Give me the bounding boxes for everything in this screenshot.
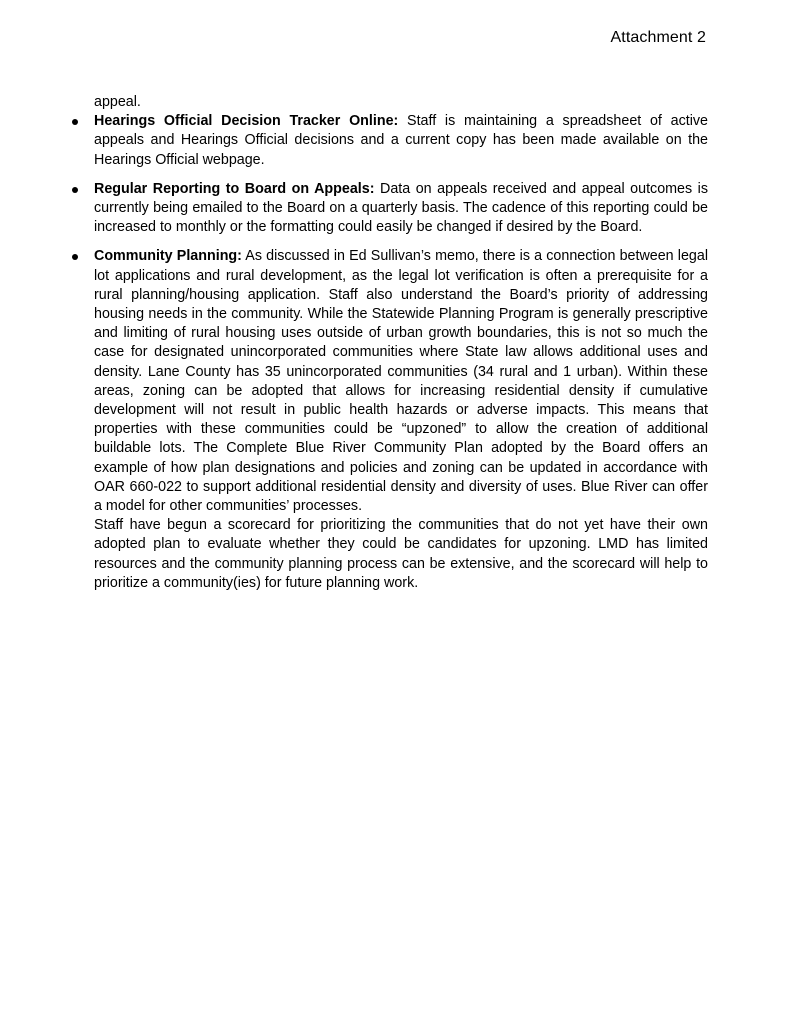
bullet-title: Community Planning: (94, 248, 242, 265)
bullet-regular-reporting (94, 180, 708, 238)
bullet-title: Hearings Official Decision Tracker Online: (94, 113, 399, 130)
document-body (94, 93, 708, 603)
scorecard-paragraph: Staff have begun a scorecard for prioritizing the communities that do not yet have their own adopted plan to evaluate whether they could be candidates for upzoning. LMD has limited resources and the community planning process can be extensive, and the scorecard will help to prioritize a community(ies) for future planning work. (94, 517, 708, 591)
attachment-label: Attachment 2 (610, 29, 706, 46)
bullet-text: Data on appeals received and appeal outcomes is currently being emailed to the Board on a quarterly basis. The cadence of this reporting could be increased to monthly or the formatting could easily be changed if desired by the Board. (94, 180, 709, 236)
bullet-decision-tracker (94, 112, 708, 170)
bullet-title: Regular Reporting to Board on Appeals: (94, 180, 375, 197)
bullet-community-planning (94, 247, 708, 593)
bullet-text: Staff is maintaining a spreadsheet of active appeals and Hearings Official decisions and a current copy has been made available on the Hearings Official webpage. (94, 113, 708, 168)
continued-text: appeal. (94, 94, 141, 110)
bullet-text: As discussed in Ed Sullivan’s memo, there is a connection between legal lot applications and rural development, as the legal lot verification is often a prerequisite for a rural planning/housing application. Staff also understand the Board’s priority of addressing housing needs in the community. While the Statewide Planning Program is generally prescriptive and limiting of rural housing uses outside of urban growth boundaries, this is not so much the case for designated unincorporated communities where State law allows additional uses and density. Lane County has 35 unincorporated communities (34 rural and 1 urban). Within these areas, zoning can be adopted that allows for increasing residential density if cumulative development will not result in public health hazards or adverse impacts. This means that properties with these communities could be “upzoned” to allow the creation of additional buildable lots. The Complete Blue River Community Plan adopted by the Board offers an example of how plan designations and policies and zoning can be updated in accordance with OAR 660-022 to support additional residential density and diversity of uses. Blue River can offer a model for other communities’ processes. (94, 248, 708, 515)
